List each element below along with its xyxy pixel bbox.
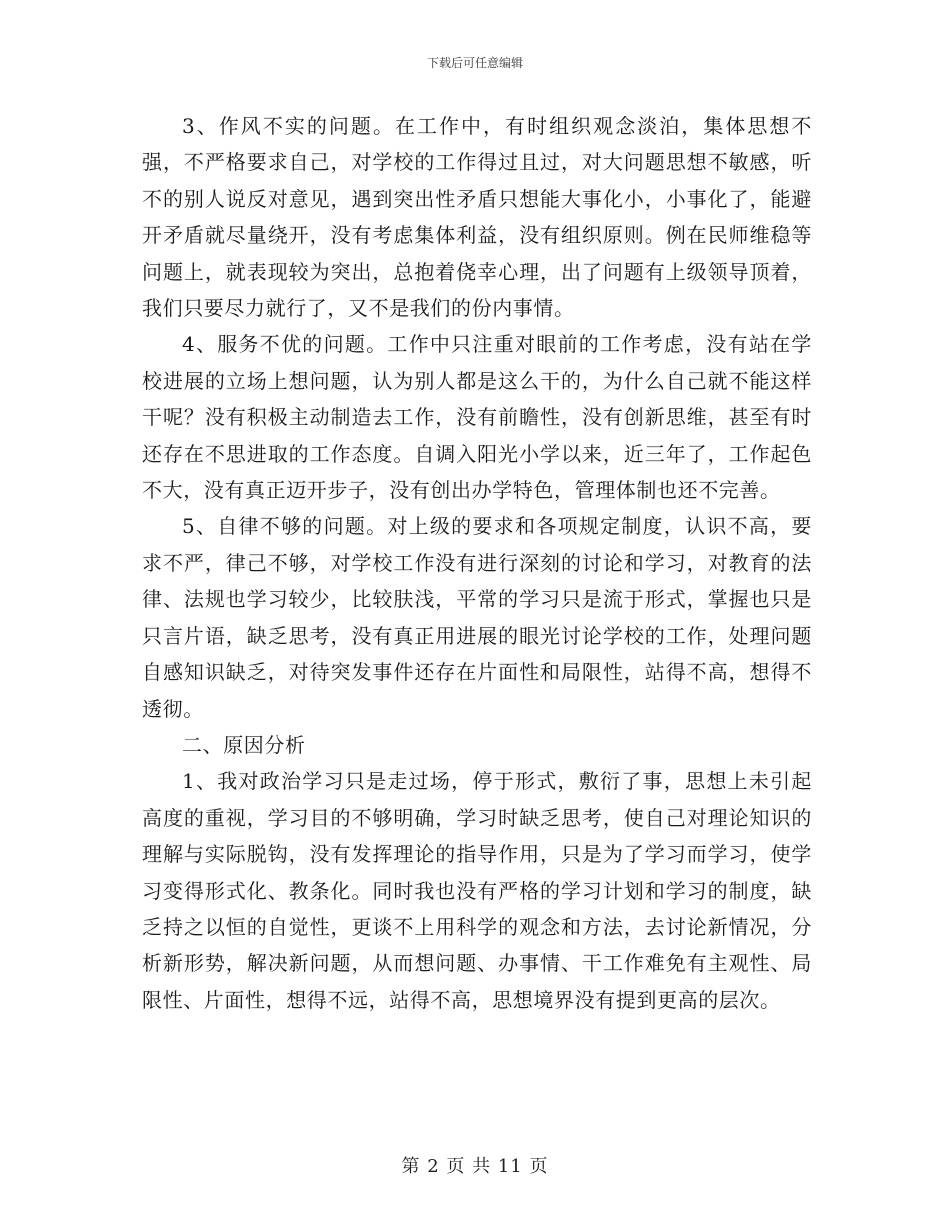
- paragraph-service: 4、服务不优的问题。工作中只注重对眼前的工作考虑，没有站在学校进展的立场上想问题，认为别人都是这么干的，为什么自己就不能这样干呢？没有积极主动制造去工作，没有前瞻性，没有创新思维，甚至有时还存在不思进取的工作态度。自调入阳光小学以来，近三年了，工作起色不大，没有真正迈开步子，没有创出办学特色，管理体制也还不完善。: [142, 332, 812, 503]
- paragraph-self-discipline: 5、自律不够的问题。对上级的要求和各项规定制度，认识不高，要求不严，律己不够，对学校工作没有进行深刻的讨论和学习，对教育的法律、法规也学习较少，比较肤浅，平常的学习只是流于形式，掌握也只是只言片语，缺乏思考，没有真正用进展的眼光讨论学校的工作，处理问题自感知识缺乏，对待突发事件还存在片面性和局限性，站得不高，想得不透彻。: [142, 514, 812, 721]
- paragraph-work-style: 3、作风不实的问题。在工作中，有时组织观念淡泊，集体思想不强，不严格要求自己，对学校的工作得过且过，对大问题思想不敏感，听不的别人说反对意见，遇到突出性矛盾只想能大事化小，小事化了，能避开矛盾就尽量绕开，没有考虑集体利益，没有组织原则。例在民师维稳等问题上，就表现较为突出，总抱着侥幸心理，出了问题有上级领导顶着，我们只要尽力就行了，又不是我们的份内事情。: [142, 114, 812, 321]
- paragraph-political-study: 1、我对政治学习只是走过场，停于形式，敷衍了事，思想上未引起高度的重视，学习目的不够明确，学习时缺乏思考，使自己对理论知识的理解与实际脱钩，没有发挥理论的指导作用，只是为了学习而学习，使学习变得形式化、教条化。同时我也没有严格的学习计划和学习的制度，缺乏持之以恒的自觉性，更谈不上用科学的观念和方法，去讨论新情况，分析新形势，解决新问题，从而想问题、办事情、干工作难免有主观性、局限性、片面性，想得不远，站得不高，思想境界没有提到更高的层次。: [142, 769, 812, 1012]
- header-note: 下载后可任意编辑: [426, 56, 523, 70]
- section-heading-cause-analysis: 二、原因分析: [182, 732, 306, 757]
- page-number-label: 第 2 页 共 11 页: [401, 1156, 549, 1177]
- page-footer: [0, 1152, 950, 1178]
- document-body: [142, 108, 812, 1018]
